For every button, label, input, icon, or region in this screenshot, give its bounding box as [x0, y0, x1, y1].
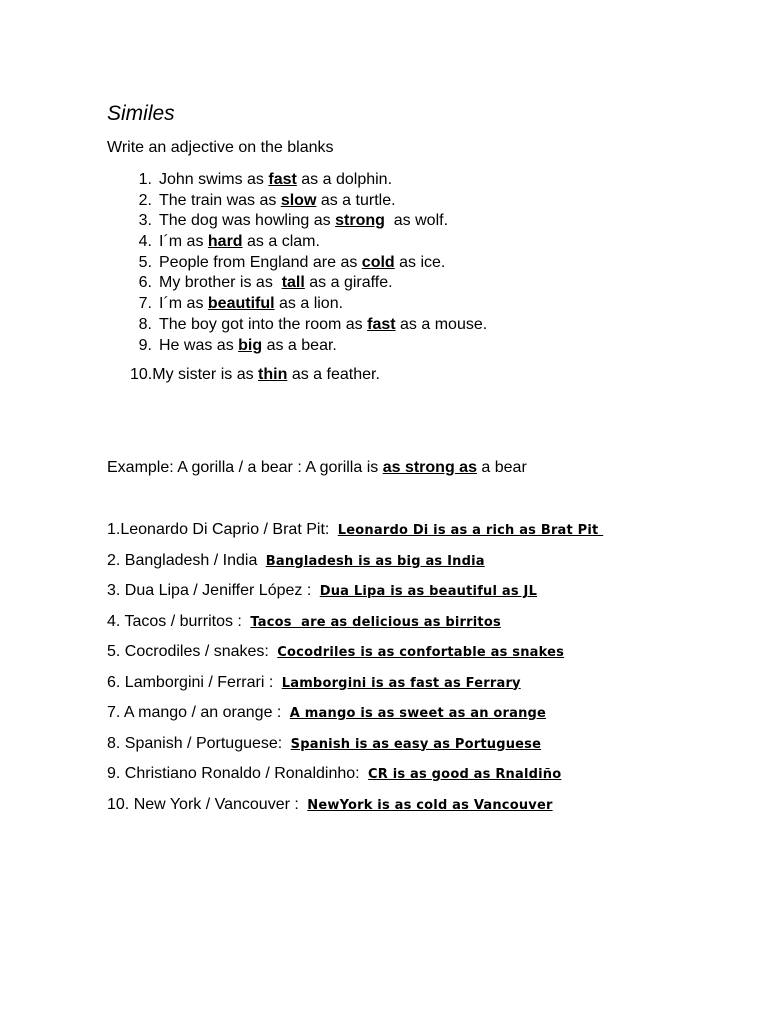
- comparison-answer: Spanish is as easy as Portuguese: [290, 736, 542, 752]
- comparison-answer: Bangladesh is as big as India: [265, 553, 485, 569]
- simile-answer: cold: [361, 253, 395, 271]
- simile-text-after: as a mouse.: [395, 315, 488, 333]
- comparison-answer: NewYork is as cold as Vancouver: [307, 797, 553, 813]
- simile-text-after: as a dolphin.: [296, 171, 393, 188]
- simile-number: 5.: [138, 253, 152, 271]
- simile-text-before: I´m as: [159, 233, 208, 251]
- simile-text-after: as a turtle.: [316, 191, 396, 209]
- simile-answer: fast: [268, 171, 297, 188]
- page-title: Similes: [107, 102, 175, 125]
- comparison-item: [107, 550, 603, 581]
- comparison-prompt: 5. Cocrodiles / snakes:: [107, 643, 274, 660]
- simile-text-before: The dog was howling as: [159, 212, 336, 230]
- comparison-item: [107, 794, 603, 825]
- comparison-prompt: 1.Leonardo Di Caprio / Brat Pit:: [107, 521, 334, 538]
- simile-item: [130, 365, 487, 386]
- simile-text-after: as a lion.: [274, 295, 344, 313]
- comparison-prompt: 6. Lamborgini / Ferrari :: [107, 673, 278, 691]
- simile-text-before: He was as: [159, 336, 239, 354]
- comparison-answer: Cocodriles is as confortable as snakes: [277, 645, 565, 660]
- comparison-prompt: 10. New York / Vancouver :: [107, 795, 304, 813]
- simile-text-after: as ice.: [394, 253, 446, 271]
- simile-answer: thin: [258, 366, 288, 384]
- simile-item: [130, 253, 487, 274]
- comparison-prompt: 3. Dua Lipa / Jeniffer López :: [107, 582, 316, 599]
- simile-answer: hard: [207, 233, 243, 251]
- simile-answer: beautiful: [207, 295, 275, 313]
- comparison-answer: A mango is as sweet as an orange: [289, 706, 547, 721]
- simile-item: [130, 232, 487, 253]
- simile-answer: fast: [367, 315, 396, 333]
- simile-number: 3.: [138, 212, 152, 230]
- simile-item: [130, 191, 487, 212]
- similes-list: [130, 170, 487, 386]
- simile-text-after: as a feather.: [287, 366, 380, 384]
- comparison-answer: Tacos are as delicious as birritos: [250, 614, 501, 630]
- simile-number: 7.: [138, 295, 152, 313]
- comparison-item: [107, 733, 603, 764]
- comparison-item: [107, 641, 603, 672]
- comparison-item: [107, 672, 603, 703]
- comparison-answer: CR is as good as Rnaldiño: [368, 767, 562, 782]
- comparison-prompt: 9. Christiano Ronaldo / Ronaldinho:: [107, 765, 365, 782]
- example-sentence: [107, 459, 527, 477]
- comparisons-list: [107, 519, 603, 824]
- comparison-item: [107, 763, 603, 794]
- simile-number: 2.: [138, 191, 152, 209]
- simile-item: [130, 294, 487, 315]
- comparison-item: [107, 580, 603, 611]
- comparison-answer: Dua Lipa is as beautiful as JL: [319, 584, 538, 599]
- simile-number: 10.: [130, 366, 153, 384]
- simile-text-before: John swims as: [159, 171, 269, 188]
- comparison-item: [107, 611, 603, 642]
- simile-answer: tall: [281, 274, 305, 292]
- simile-text-before: I´m as: [159, 295, 208, 313]
- simile-text-before: The boy got into the room as: [159, 315, 368, 333]
- comparison-prompt: 4. Tacos / burritos :: [107, 612, 247, 630]
- simile-item: [130, 170, 487, 191]
- simile-text-after: as a bear.: [262, 336, 337, 354]
- comparison-answer: Lamborgini is as fast as Ferrary: [281, 675, 521, 691]
- simile-text-before: My brother is as: [159, 274, 282, 292]
- simile-text-before: People from England are as: [159, 253, 362, 271]
- example-prefix: Example: A gorilla / a bear : A gorilla is: [107, 459, 383, 476]
- simile-number: 8.: [138, 315, 152, 333]
- simile-answer: slow: [280, 191, 317, 209]
- simile-answer: big: [238, 336, 263, 354]
- example-answer: as strong as: [382, 459, 477, 476]
- simile-number: 6.: [138, 274, 152, 292]
- simile-text-after: as wolf.: [384, 212, 449, 230]
- simile-item: [130, 273, 487, 294]
- simile-number: 4.: [138, 233, 152, 251]
- simile-text-after: as a clam.: [242, 233, 320, 251]
- simile-text-before: The train was as: [159, 191, 281, 209]
- simile-text-before: My sister is as: [152, 366, 259, 384]
- simile-item: [130, 336, 487, 357]
- comparison-prompt: 8. Spanish / Portuguese:: [107, 734, 287, 752]
- comparison-prompt: 7. A mango / an orange :: [107, 704, 286, 721]
- simile-number: 9.: [138, 336, 152, 354]
- simile-number: 1.: [138, 171, 152, 188]
- comparison-item: [107, 702, 603, 733]
- simile-answer: strong: [335, 212, 385, 230]
- simile-text-after: as a giraffe.: [304, 274, 393, 292]
- simile-item: [130, 315, 487, 336]
- comparison-prompt: 2. Bangladesh / India: [107, 551, 262, 569]
- simile-item: [130, 211, 487, 232]
- example-suffix: a bear: [476, 459, 527, 476]
- instruction-text: Write an adjective on the blanks: [107, 139, 334, 156]
- comparison-item: [107, 519, 603, 550]
- comparison-answer: Leonardo Di is as a rich as Brat Pit: [337, 523, 604, 538]
